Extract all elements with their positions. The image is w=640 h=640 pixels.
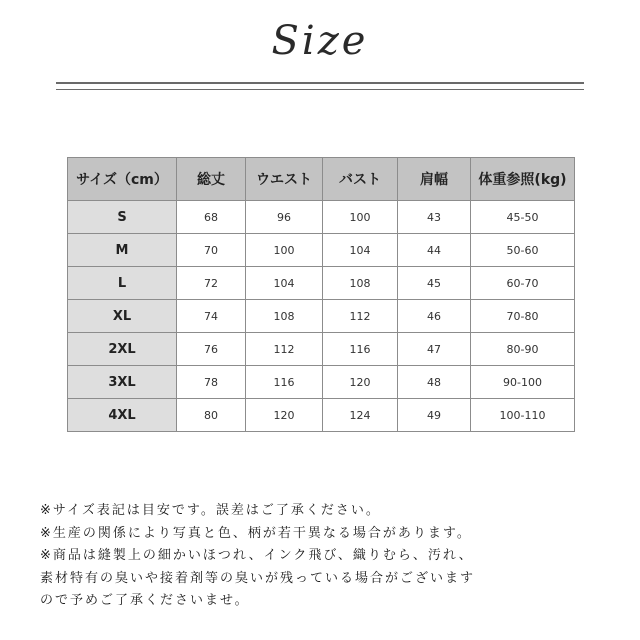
bust-cell: 104 (323, 234, 398, 267)
table-header-row (68, 158, 575, 201)
shoulder-cell: 45 (398, 267, 471, 300)
size-cell: M (68, 234, 177, 267)
size-cell: L (68, 267, 177, 300)
waist-cell: 112 (246, 333, 323, 366)
bust-cell: 112 (323, 300, 398, 333)
note-line: ※商品は縫製上の細かいほつれ、インク飛び、織りむら、汚れ、 (40, 548, 474, 563)
header-weight: 体重参照(kg) (471, 158, 575, 201)
bust-cell: 100 (323, 201, 398, 234)
header-bust: バスト (323, 158, 398, 201)
weight-cell: 45-50 (471, 201, 575, 234)
waist-cell: 108 (246, 300, 323, 333)
table-row (68, 366, 575, 399)
size-cell: XL (68, 300, 177, 333)
weight-cell: 80-90 (471, 333, 575, 366)
shoulder-cell: 47 (398, 333, 471, 366)
waist-cell: 120 (246, 399, 323, 432)
size-table (67, 157, 575, 432)
length-cell: 78 (177, 366, 246, 399)
table-row (68, 333, 575, 366)
title-divider-bottom (56, 89, 584, 90)
waist-cell: 100 (246, 234, 323, 267)
bust-cell: 108 (323, 267, 398, 300)
shoulder-cell: 48 (398, 366, 471, 399)
shoulder-cell: 43 (398, 201, 471, 234)
waist-cell: 96 (246, 201, 323, 234)
length-cell: 80 (177, 399, 246, 432)
table-row (68, 300, 575, 333)
bust-cell: 116 (323, 333, 398, 366)
note-line: ※生産の関係により写真と色、柄が若干異なる場合があります。 (40, 525, 472, 541)
size-cell: 4XL (68, 399, 177, 432)
weight-cell: 90-100 (471, 366, 575, 399)
header-size: サイズ（cm） (68, 158, 177, 201)
header-waist: ウエスト (246, 158, 323, 201)
size-cell: 3XL (68, 366, 177, 399)
notes-block (40, 500, 630, 613)
table-row (68, 201, 575, 234)
bust-cell: 120 (323, 366, 398, 399)
table-row (68, 267, 575, 300)
bust-cell: 124 (323, 399, 398, 432)
length-cell: 70 (177, 234, 246, 267)
size-cell: S (68, 201, 177, 234)
length-cell: 74 (177, 300, 246, 333)
waist-cell: 116 (246, 366, 323, 399)
waist-cell: 104 (246, 267, 323, 300)
table-row (68, 399, 575, 432)
header-shoulder: 肩幅 (398, 158, 471, 201)
weight-cell: 70-80 (471, 300, 575, 333)
note-line: ※サイズ表記は目安です。誤差はご了承ください。 (40, 503, 381, 518)
note-line: 素材特有の臭いや接着剤等の臭いが残っている場合がございます (40, 570, 476, 586)
weight-cell: 50-60 (471, 234, 575, 267)
shoulder-cell: 49 (398, 399, 471, 432)
header-length: 総丈 (177, 158, 246, 201)
shoulder-cell: 46 (398, 300, 471, 333)
page-title: Size (271, 18, 369, 64)
length-cell: 72 (177, 267, 246, 300)
shoulder-cell: 44 (398, 234, 471, 267)
note-line: ので予めご了承くださいませ。 (40, 593, 250, 608)
length-cell: 76 (177, 333, 246, 366)
weight-cell: 100-110 (471, 399, 575, 432)
table-row (68, 234, 575, 267)
length-cell: 68 (177, 201, 246, 234)
size-cell: 2XL (68, 333, 177, 366)
title-divider-top (56, 82, 584, 84)
weight-cell: 60-70 (471, 267, 575, 300)
